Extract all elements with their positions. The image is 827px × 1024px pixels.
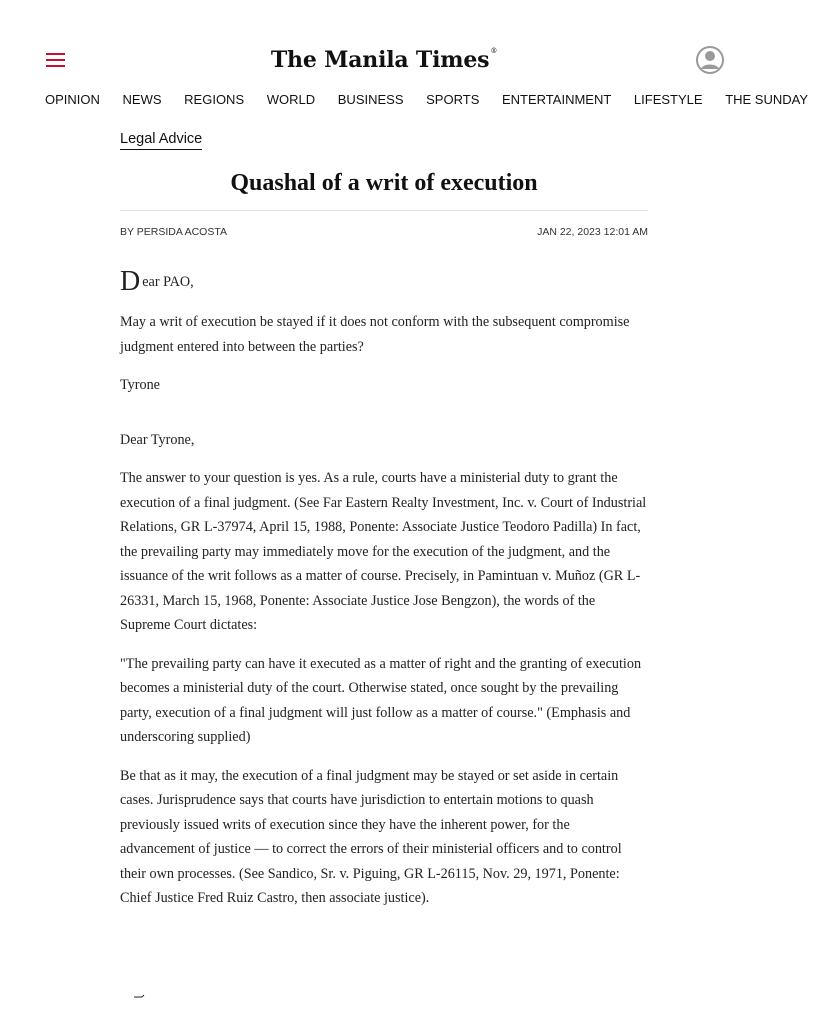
site-logo[interactable]	[0, 47, 768, 73]
quoted-ruling: "The prevailing party can have it executed as a matter of right and the granting of execution becomes a ministerial duty of the court. Otherwise stated, once sought by the prevailing party, execution of a final judgment will just follow as a matter of course." (Emphasis and underscoring supplied)	[120, 655, 642, 745]
letter-greeting	[120, 268, 648, 296]
registered-mark: ®	[490, 47, 498, 55]
article-title: Quashal of a writ of execution	[230, 170, 538, 196]
nav-item-business[interactable]: BUSINESS	[337, 92, 404, 107]
article-body	[120, 268, 648, 925]
nav-item-lifestyle[interactable]: LIFESTYLE	[633, 92, 703, 107]
reply-greeting: Dear Tyrone,	[120, 431, 195, 448]
publish-date: JAN 22, 2023 12:01 AM	[537, 226, 648, 238]
nav-item-entertainment[interactable]: ENTERTAINMENT	[501, 92, 612, 107]
author-byline[interactable]: BY PERSIDA ACOSTA	[120, 226, 227, 238]
category-link[interactable]: Legal Advice	[120, 131, 202, 150]
logo-text: The Manila Times	[270, 47, 490, 73]
greeting-text: ear PAO,	[142, 274, 194, 290]
site-header	[0, 0, 809, 118]
nav-item-regions[interactable]: REGIONS	[184, 92, 245, 107]
reply-paragraph-1: The answer to your question is yes. As a rule, courts have a ministerial duty to grant the execution of a final judgment. (See Far Eastern Realty Investment, Inc. v. Court of Industrial Relations, GR L-37974, April 15, 1988, Ponente: Associate Justice Teodoro Padilla) In fact, the prevailing party may immediately move for the execution of the judgment, and the issuance of the writ follows as a matter of course. Precisely, in Pamintuan v. Muñoz (GR L-26331, March 15, 1968, Ponente: Associate Justice Jose Bengzon), the words of the Supreme Court dictates:	[120, 470, 647, 633]
nav-item-the-sunday[interactable]: THE SUNDAY	[725, 92, 809, 107]
nav-item-world[interactable]: WORLD	[266, 92, 316, 107]
nav-item-sports[interactable]: SPORTS	[426, 92, 480, 107]
reply-paragraph-2: Be that as it may, the execution of a final judgment may be stayed or set aside in certain cases. Jurisprudence says that courts have jurisdiction to entertain motions to quash previously issued writs of execution since they have the inherent power, for the advancement of justice — to correct the errors of their ministerial officers and to control their own processes. (See Sandico, Sr. v. Piguing, GR L-26115, Nov. 29, 1971, Ponente: Chief Justice Fred Ruiz Castro, then associate justice).	[120, 767, 622, 906]
user-account-icon[interactable]	[695, 43, 725, 77]
cut-off-text-fragment	[134, 983, 146, 986]
drop-cap: D	[120, 266, 141, 297]
nav-item-news[interactable]: NEWS	[122, 92, 162, 107]
title-divider	[120, 210, 648, 211]
section-nav	[45, 90, 809, 112]
letter-signoff: Tyrone	[120, 377, 160, 393]
nav-item-opinion[interactable]: OPINION	[45, 92, 100, 107]
letter-question: May a writ of execution be stayed if it does not conform with the subsequent compromise judgment entered into between the parties?	[120, 314, 630, 355]
